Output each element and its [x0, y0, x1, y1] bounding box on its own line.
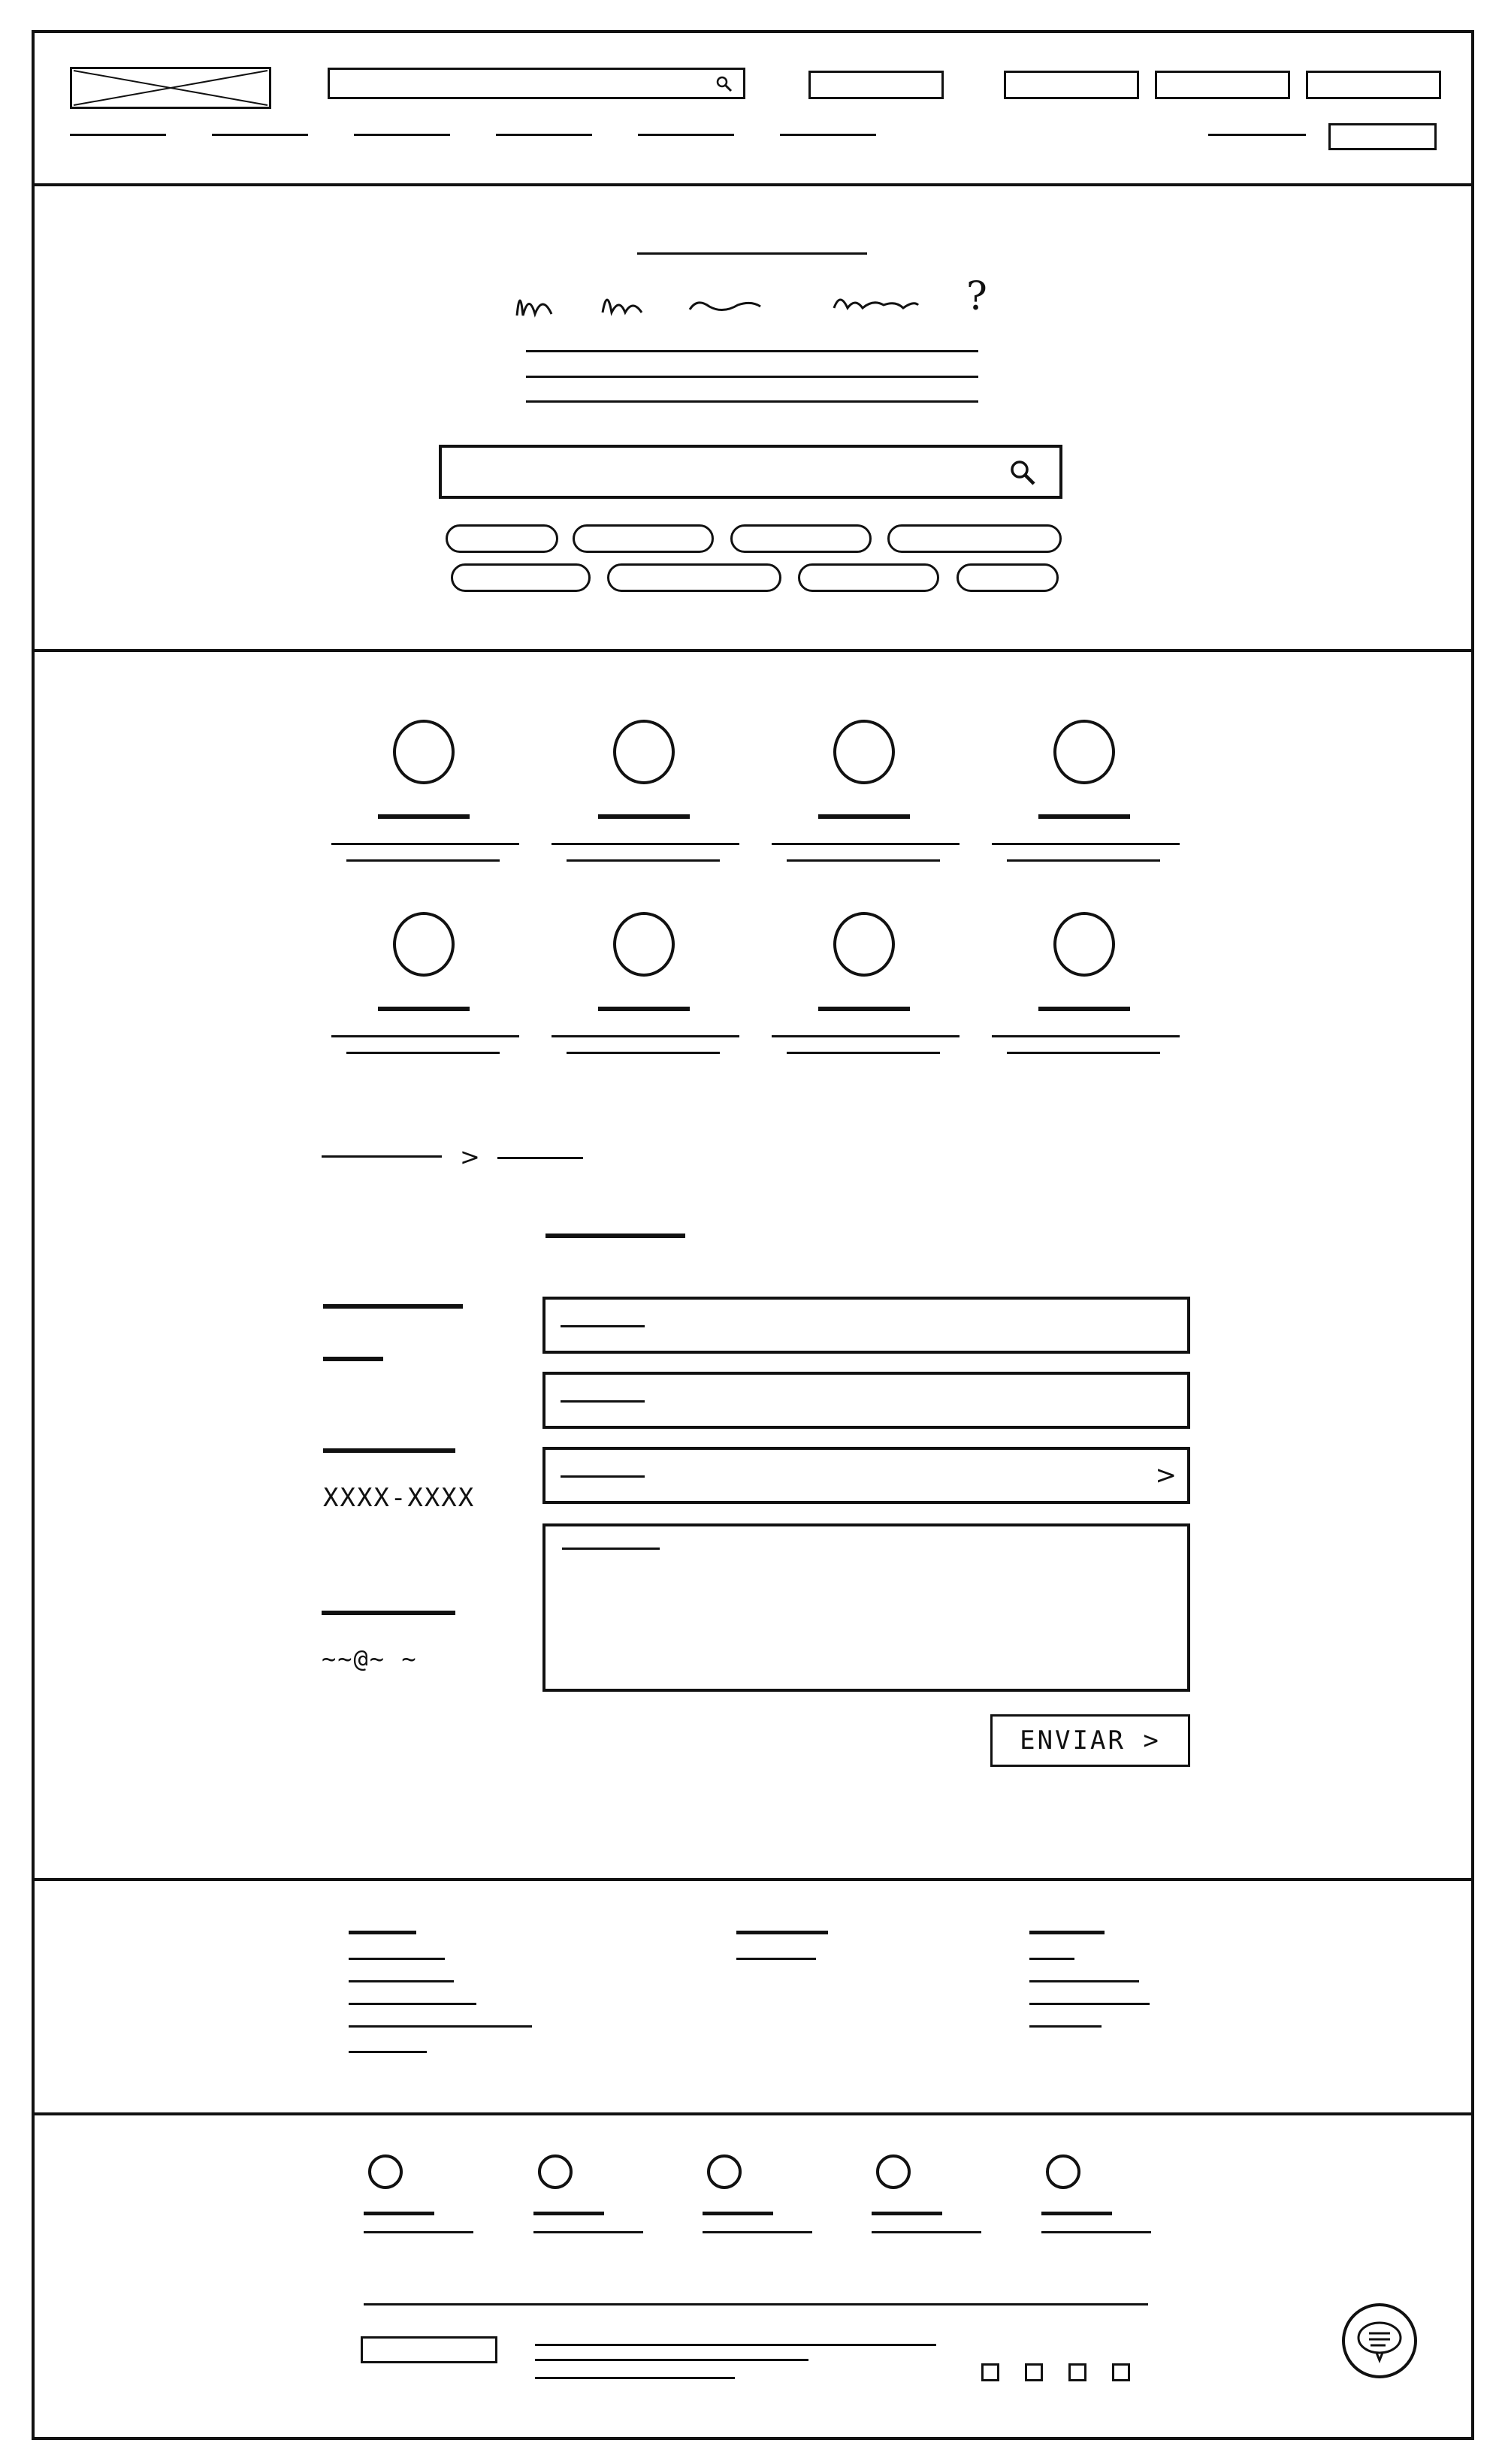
topic-desc-line-1 — [992, 1035, 1180, 1037]
footer-link[interactable] — [1029, 1980, 1139, 1982]
contact-info-subheading — [323, 1357, 383, 1361]
topic-title — [598, 814, 690, 819]
topic-desc-line-2 — [787, 859, 940, 862]
submit-button[interactable]: ENVIAR > — [990, 1714, 1190, 1767]
topic-chip[interactable] — [798, 563, 939, 592]
footer-link[interactable] — [1029, 1958, 1074, 1960]
circle-topic-icon — [613, 912, 675, 977]
footer-legal-line-3 — [535, 2377, 735, 2379]
contact-info-heading — [323, 1304, 463, 1309]
topic-desc-line-1 — [331, 1035, 519, 1037]
footer-legal-line-1 — [535, 2344, 936, 2346]
hero-subtext-line-1 — [526, 350, 978, 352]
nav-link-6[interactable] — [780, 134, 876, 136]
nav-link-1[interactable] — [70, 134, 166, 136]
message-textarea-placeholder — [562, 1548, 660, 1550]
topic-card[interactable] — [331, 714, 519, 864]
topic-title — [598, 1007, 690, 1011]
login-link[interactable] — [1208, 134, 1306, 136]
topic-desc-line-2 — [787, 1052, 940, 1054]
social-icon-1[interactable] — [981, 2363, 999, 2381]
circle-topic-icon — [1053, 720, 1115, 784]
feature-desc — [533, 2231, 643, 2233]
topic-desc-line-2 — [1007, 859, 1160, 862]
feature-title — [1041, 2212, 1112, 2215]
footer-link-column-2 — [736, 1931, 842, 1976]
email-address[interactable]: ~~@~ ~ — [322, 1644, 418, 1673]
topic-desc-line-2 — [567, 859, 720, 862]
feature-title — [364, 2212, 434, 2215]
topic-desc-line-2 — [346, 859, 500, 862]
footer-feature[interactable] — [364, 2154, 473, 2237]
topic-chip[interactable] — [956, 563, 1059, 592]
main-divider — [32, 1878, 1474, 1881]
nav-link-5[interactable] — [638, 134, 734, 136]
footer-link[interactable] — [349, 2003, 476, 2005]
footer-link[interactable] — [349, 1958, 445, 1960]
signup-button[interactable] — [1328, 123, 1437, 150]
subject-select[interactable] — [542, 1447, 1190, 1504]
breadcrumb-link-home[interactable] — [322, 1155, 442, 1158]
breadcrumb-current — [497, 1157, 583, 1159]
email-field[interactable] — [542, 1372, 1190, 1429]
topic-desc-line-2 — [346, 1052, 500, 1054]
email-field-placeholder — [561, 1400, 645, 1403]
footer-legal-line-2 — [535, 2359, 808, 2361]
topic-desc-line-2 — [567, 1052, 720, 1054]
topic-chip[interactable] — [887, 524, 1062, 553]
footer-bottom-logo[interactable] — [361, 2336, 497, 2363]
hero-heading — [512, 270, 1008, 338]
footer-bottom-rule — [364, 2303, 1148, 2305]
circle-topic-icon — [613, 720, 675, 784]
feature-desc — [364, 2231, 473, 2233]
footer-column-heading — [349, 1931, 416, 1934]
topic-title — [1038, 814, 1130, 819]
name-field-placeholder — [561, 1325, 645, 1327]
feature-title — [533, 2212, 604, 2215]
question-mark-icon: ? — [966, 274, 987, 319]
topic-card[interactable] — [992, 714, 1180, 864]
footer-column-heading — [1029, 1931, 1105, 1934]
logo[interactable] — [70, 67, 271, 109]
circle-topic-icon — [393, 912, 455, 977]
circle-feature-icon — [707, 2154, 742, 2189]
footer-link[interactable] — [1029, 2025, 1102, 2028]
feature-desc — [703, 2231, 812, 2233]
topic-desc-line-1 — [331, 843, 519, 845]
topic-card[interactable] — [772, 714, 960, 864]
subject-select-value — [561, 1475, 645, 1478]
hero-subtext-line-3 — [526, 400, 978, 403]
topic-title — [1038, 1007, 1130, 1011]
topic-title — [818, 1007, 910, 1011]
header-button-3[interactable] — [1155, 71, 1290, 99]
topic-chip[interactable] — [446, 524, 558, 553]
hero-subtext-line-2 — [526, 376, 978, 378]
topic-card[interactable] — [992, 906, 1180, 1056]
chat-button[interactable] — [1342, 2303, 1417, 2378]
hero-eyebrow — [637, 252, 867, 255]
topic-desc-line-1 — [552, 1035, 739, 1037]
footer-feature[interactable] — [533, 2154, 643, 2237]
circle-topic-icon — [1053, 912, 1115, 977]
footer-link[interactable] — [349, 2025, 532, 2028]
email-label — [322, 1611, 455, 1615]
search-icon[interactable] — [1007, 457, 1040, 490]
topic-card[interactable] — [552, 906, 739, 1056]
footer-link[interactable] — [736, 1958, 816, 1960]
topic-card[interactable] — [331, 906, 519, 1056]
footer-link[interactable] — [1029, 2003, 1150, 2005]
circle-feature-icon — [876, 2154, 911, 2189]
footer-feature[interactable] — [872, 2154, 981, 2237]
search-icon[interactable] — [715, 74, 734, 94]
feature-desc — [1041, 2231, 1151, 2233]
breadcrumb — [322, 1142, 592, 1172]
feature-title — [703, 2212, 773, 2215]
circle-feature-icon — [1046, 2154, 1080, 2189]
contact-form-title — [545, 1234, 685, 1238]
nav-link-3[interactable] — [354, 134, 450, 136]
nav-link-2[interactable] — [212, 134, 308, 136]
header-button-2[interactable] — [1004, 71, 1139, 99]
footer-column-heading — [736, 1931, 828, 1934]
topic-card[interactable] — [552, 714, 739, 864]
footer-link[interactable] — [349, 2051, 427, 2053]
chevron-right-icon: > — [460, 1143, 480, 1171]
circle-feature-icon — [538, 2154, 573, 2189]
feature-desc — [872, 2231, 981, 2233]
circle-topic-icon — [833, 912, 895, 977]
topic-chip[interactable] — [607, 563, 781, 592]
header-button-1[interactable] — [808, 71, 944, 99]
footer-feature[interactable] — [703, 2154, 812, 2237]
footer-divider — [32, 2112, 1474, 2115]
feature-title — [872, 2212, 942, 2215]
topic-desc-line-1 — [772, 1035, 960, 1037]
topic-title — [818, 814, 910, 819]
name-field[interactable] — [542, 1297, 1190, 1354]
footer-link-column-3 — [1029, 1931, 1157, 2036]
chevron-right-icon: > — [1155, 1460, 1177, 1490]
topic-desc-line-1 — [552, 843, 739, 845]
chat-bubble-icon — [1345, 2306, 1414, 2375]
image-placeholder-icon — [72, 69, 269, 107]
phone-label — [323, 1448, 455, 1453]
header-search-input[interactable] — [328, 68, 745, 99]
message-textarea[interactable] — [542, 1523, 1190, 1692]
topic-desc-line-1 — [992, 843, 1180, 845]
footer-feature[interactable] — [1041, 2154, 1151, 2237]
topic-title — [378, 1007, 470, 1011]
hero-search-input[interactable] — [439, 445, 1062, 499]
circle-topic-icon — [833, 720, 895, 784]
topic-chip[interactable] — [730, 524, 872, 553]
circle-topic-icon — [393, 720, 455, 784]
header-button-4[interactable] — [1306, 71, 1441, 99]
topic-card[interactable] — [772, 906, 960, 1056]
circle-feature-icon — [368, 2154, 403, 2189]
topic-chip[interactable] — [451, 563, 591, 592]
topic-title — [378, 814, 470, 819]
topic-desc-line-1 — [772, 843, 960, 845]
social-icon-3[interactable] — [1068, 2363, 1086, 2381]
nav-link-4[interactable] — [496, 134, 592, 136]
topic-chip[interactable] — [573, 524, 714, 553]
hero-divider — [32, 649, 1474, 652]
phone-number[interactable]: XXXX-XXXX — [323, 1483, 476, 1513]
footer-link-column-1 — [349, 1931, 536, 2058]
social-icon-4[interactable] — [1112, 2363, 1130, 2381]
footer-link[interactable] — [349, 1980, 454, 1982]
social-icon-2[interactable] — [1025, 2363, 1043, 2381]
topic-desc-line-2 — [1007, 1052, 1160, 1054]
